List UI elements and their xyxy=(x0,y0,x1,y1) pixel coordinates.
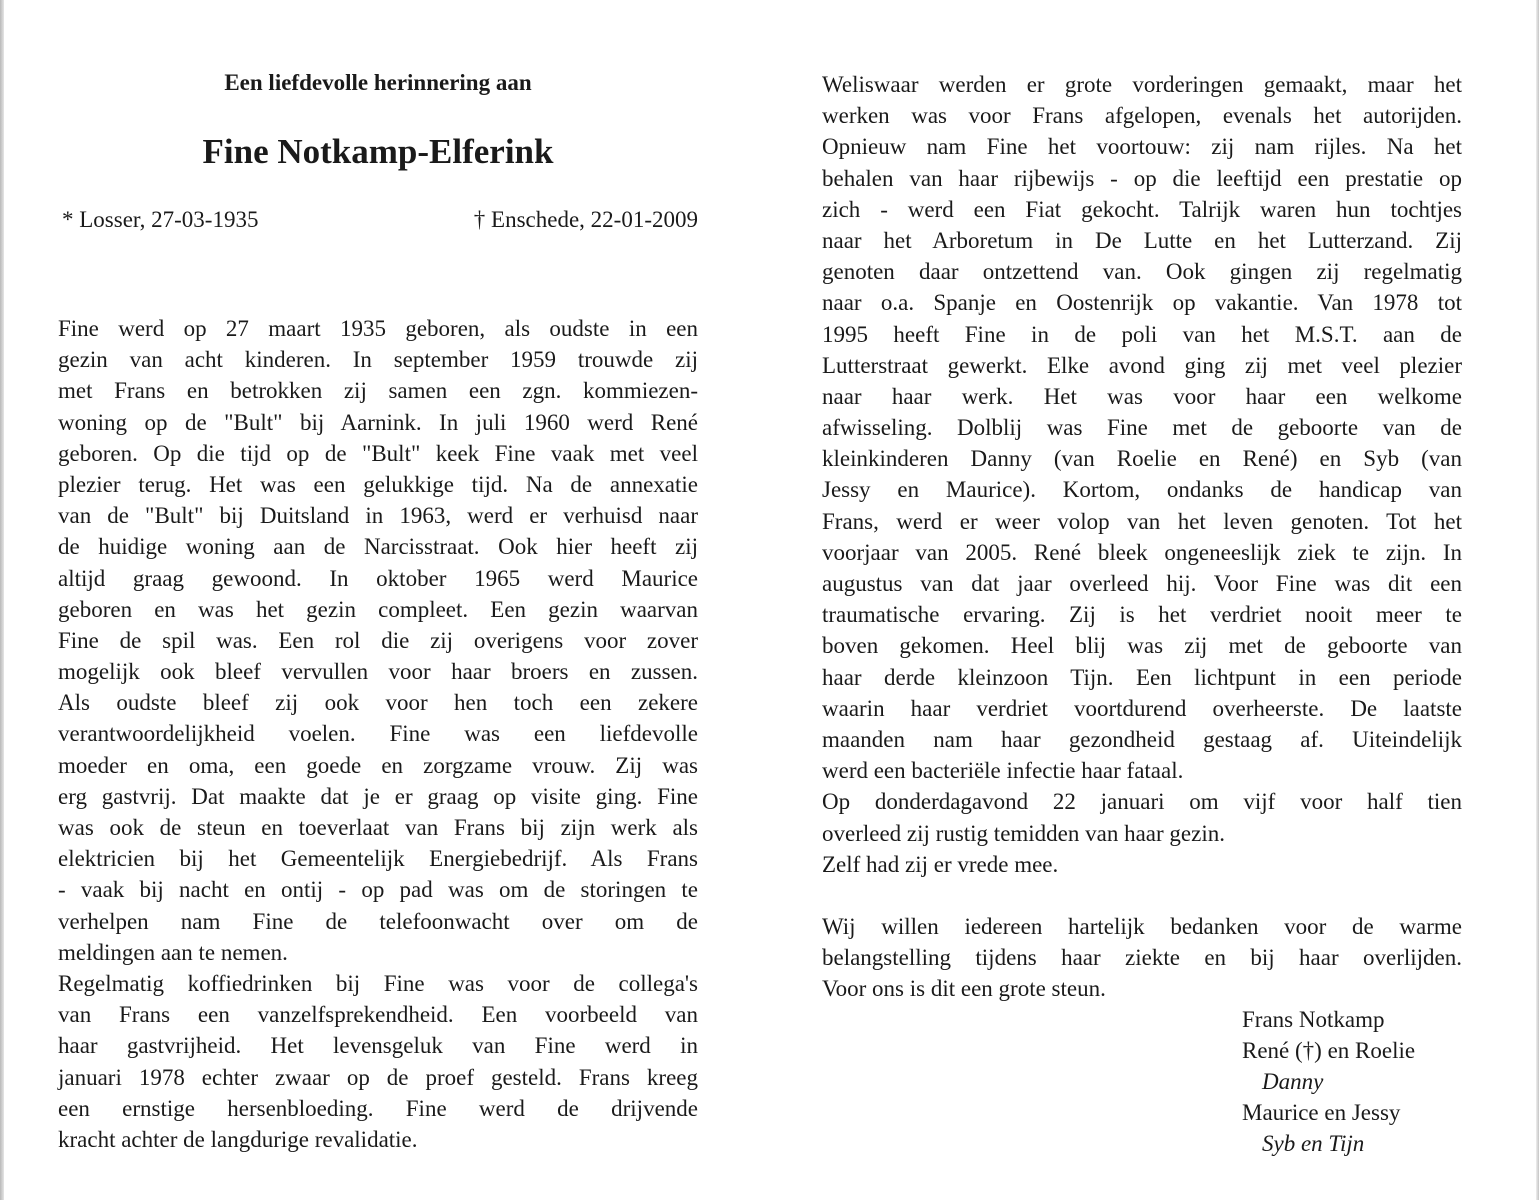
text-line: Voor ons is dit een grote steun. xyxy=(822,976,1106,1002)
text-line: geboren. Op die tijd op de "Bult" keek Fine vaak met veel xyxy=(58,440,698,466)
text-line: kleinkinderen Danny (van Roelie en René) en Syb (van xyxy=(822,446,1462,472)
deceased-name: Fine Notkamp-Elferink xyxy=(202,132,554,171)
text-line: haar derde kleinzoon Tijn. Een lichtpunt in een periode xyxy=(822,664,1462,690)
text-line: met Frans en betrokken zij samen een zgn. kommiezen- xyxy=(58,378,698,404)
text-line: Frans, werd er weer volop van het leven genoten. Tot het xyxy=(822,508,1462,534)
biography-left xyxy=(58,313,698,1155)
text-line: werken was voor Frans afgelopen, evenals het autorijden. xyxy=(822,103,1462,129)
text-line: Fine werd op 27 maart 1935 geboren, als oudste in een xyxy=(58,316,698,341)
text-line: - vaak bij nacht en ontij - op pad was om de storingen te xyxy=(58,877,698,903)
text-line: Lutterstraat gewerkt. Elke avond ging zij met veel plezier xyxy=(822,352,1462,378)
text-line: was ook de steun en toeverlaat van Frans bij zijn werk als xyxy=(58,815,698,840)
text-line: een ernstige hersenbloeding. Fine werd de drijvende xyxy=(58,1095,698,1121)
text-line: moeder en oma, een goede en zorgzame vrouw. Zij was xyxy=(58,752,698,778)
signature-grandchild: Syb en Tijn xyxy=(1262,1131,1365,1156)
text-line: Fine de spil was. Een rol die zij overigens voor zover xyxy=(58,627,698,653)
text-line: elektricien bij het Gemeentelijk Energiebedrijf. Als Frans xyxy=(58,846,698,872)
text-line: kracht achter de langdurige revalidatie. xyxy=(58,1126,418,1152)
text-line: voorjaar van 2005. René bleek ongeneeslijk ziek te zijn. In xyxy=(822,539,1462,565)
text-line: Wij willen iedereen hartelijk bedanken voor de warme xyxy=(822,914,1462,939)
text-line: Op donderdagavond 22 januari om vijf voor half tien xyxy=(822,789,1462,815)
text-line: januari 1978 echter zwaar op de proef gesteld. Frans kreeg xyxy=(58,1064,698,1090)
text-line: verhelpen nam Fine de telefoonwacht over om de xyxy=(58,908,698,934)
text-line: van Frans een vanzelfsprekendheid. Een voorbeeld van xyxy=(58,1002,698,1028)
text-line: woning op de "Bult" bij Aarnink. In juli 1960 werd René xyxy=(58,409,698,435)
text-line: zich - werd een Fiat gekocht. Talrijk waren hun tochtjes xyxy=(822,196,1462,222)
text-line: naar o.a. Spanje en Oostenrijk op vakantie. Van 1978 tot xyxy=(822,290,1462,316)
text-line: geboren en was het gezin compleet. Een gezin waarvan xyxy=(58,596,698,622)
birth-date: * Losser, 27-03-1935 xyxy=(62,207,259,232)
text-line: plezier terug. Het was een gelukkige tijd. Na de annexatie xyxy=(58,471,698,497)
text-line: waarin haar verdriet voortdurend overheerste. De laatste xyxy=(822,695,1462,721)
text-line: augustus van dat jaar overleed hij. Voor Fine was dit een xyxy=(822,571,1462,596)
biography-right xyxy=(822,69,1462,880)
text-line: gezin van acht kinderen. In september 1959 trouwde zij xyxy=(58,347,698,373)
text-line: Als oudste bleef zij ook voor hen toch een zekere xyxy=(58,690,698,716)
text-line: belangstelling tijdens haar ziekte en bij haar overlijden. xyxy=(822,945,1462,971)
text-line: 1995 heeft Fine in de poli van het M.S.T. aan de xyxy=(822,321,1462,347)
text-line: overleed zij rustig temidden van haar gezin. xyxy=(822,820,1225,846)
text-line: mogelijk ook bleef vervullen voor haar broers en zussen. xyxy=(58,659,698,685)
text-line: van de "Bult" bij Duitsland in 1963, werd er verhuisd naar xyxy=(58,503,698,529)
text-line: Jessy en Maurice). Kortom, ondanks de handicap van xyxy=(822,477,1462,503)
text-line: naar haar werk. Het was voor haar een welkome xyxy=(822,383,1462,409)
text-line: Opnieuw nam Fine het voortouw: zij nam rijles. Na het xyxy=(822,134,1462,160)
text-line: Weliswaar werden er grote vorderingen gemaakt, maar het xyxy=(822,72,1462,97)
text-line: maanden nam haar gezondheid gestaag af. Uiteindelijk xyxy=(822,726,1462,752)
thank-you-note xyxy=(822,911,1462,1005)
text-line: behalen van haar rijbewijs - op die leeftijd een prestatie op xyxy=(822,165,1462,191)
text-line: traumatische ervaring. Zij is het verdriet nooit meer te xyxy=(822,602,1462,628)
text-line: genoten daar ontzettend van. Ook gingen zij regelmatig xyxy=(822,259,1462,285)
text-line: verantwoordelijkheid voelen. Fine was een liefdevolle xyxy=(58,721,698,747)
intro-heading: Een liefdevolle herinnering aan xyxy=(224,70,532,95)
text-line: afwisseling. Dolblij was Fine met de geboorte van de xyxy=(822,415,1462,441)
text-line: boven gekomen. Heel blij was zij met de geboorte van xyxy=(822,633,1462,659)
signature-line: Maurice en Jessy xyxy=(1242,1100,1401,1125)
death-date: † Enschede, 22-01-2009 xyxy=(473,207,698,232)
signature-line: Frans Notkamp xyxy=(1242,1007,1385,1032)
text-line: erg gastvrij. Dat maakte dat je er graag op visite ging. Fine xyxy=(58,783,698,809)
text-line: naar het Arboretum in De Lutte en het Lutterzand. Zij xyxy=(822,227,1462,253)
signature-grandchild: Danny xyxy=(1262,1069,1324,1094)
text-line: meldingen aan te nemen. xyxy=(58,939,288,965)
signature-line: René (†) en Roelie xyxy=(1242,1038,1416,1063)
text-line: de huidige woning aan de Narcisstraat. Ook hier heeft zij xyxy=(58,534,698,560)
text-line: Regelmatig koffiedrinken bij Fine was voor de collega's xyxy=(58,970,698,996)
text-line: Zelf had zij er vrede mee. xyxy=(822,851,1059,877)
text-line: altijd graag gewoond. In oktober 1965 werd Maurice xyxy=(58,565,698,591)
text-line: werd een bacteriële infectie haar fataal. xyxy=(822,758,1184,784)
family-signatures xyxy=(1242,1004,1415,1159)
text-line: haar gastvrijheid. Het levensgeluk van Fine werd in xyxy=(58,1033,698,1059)
